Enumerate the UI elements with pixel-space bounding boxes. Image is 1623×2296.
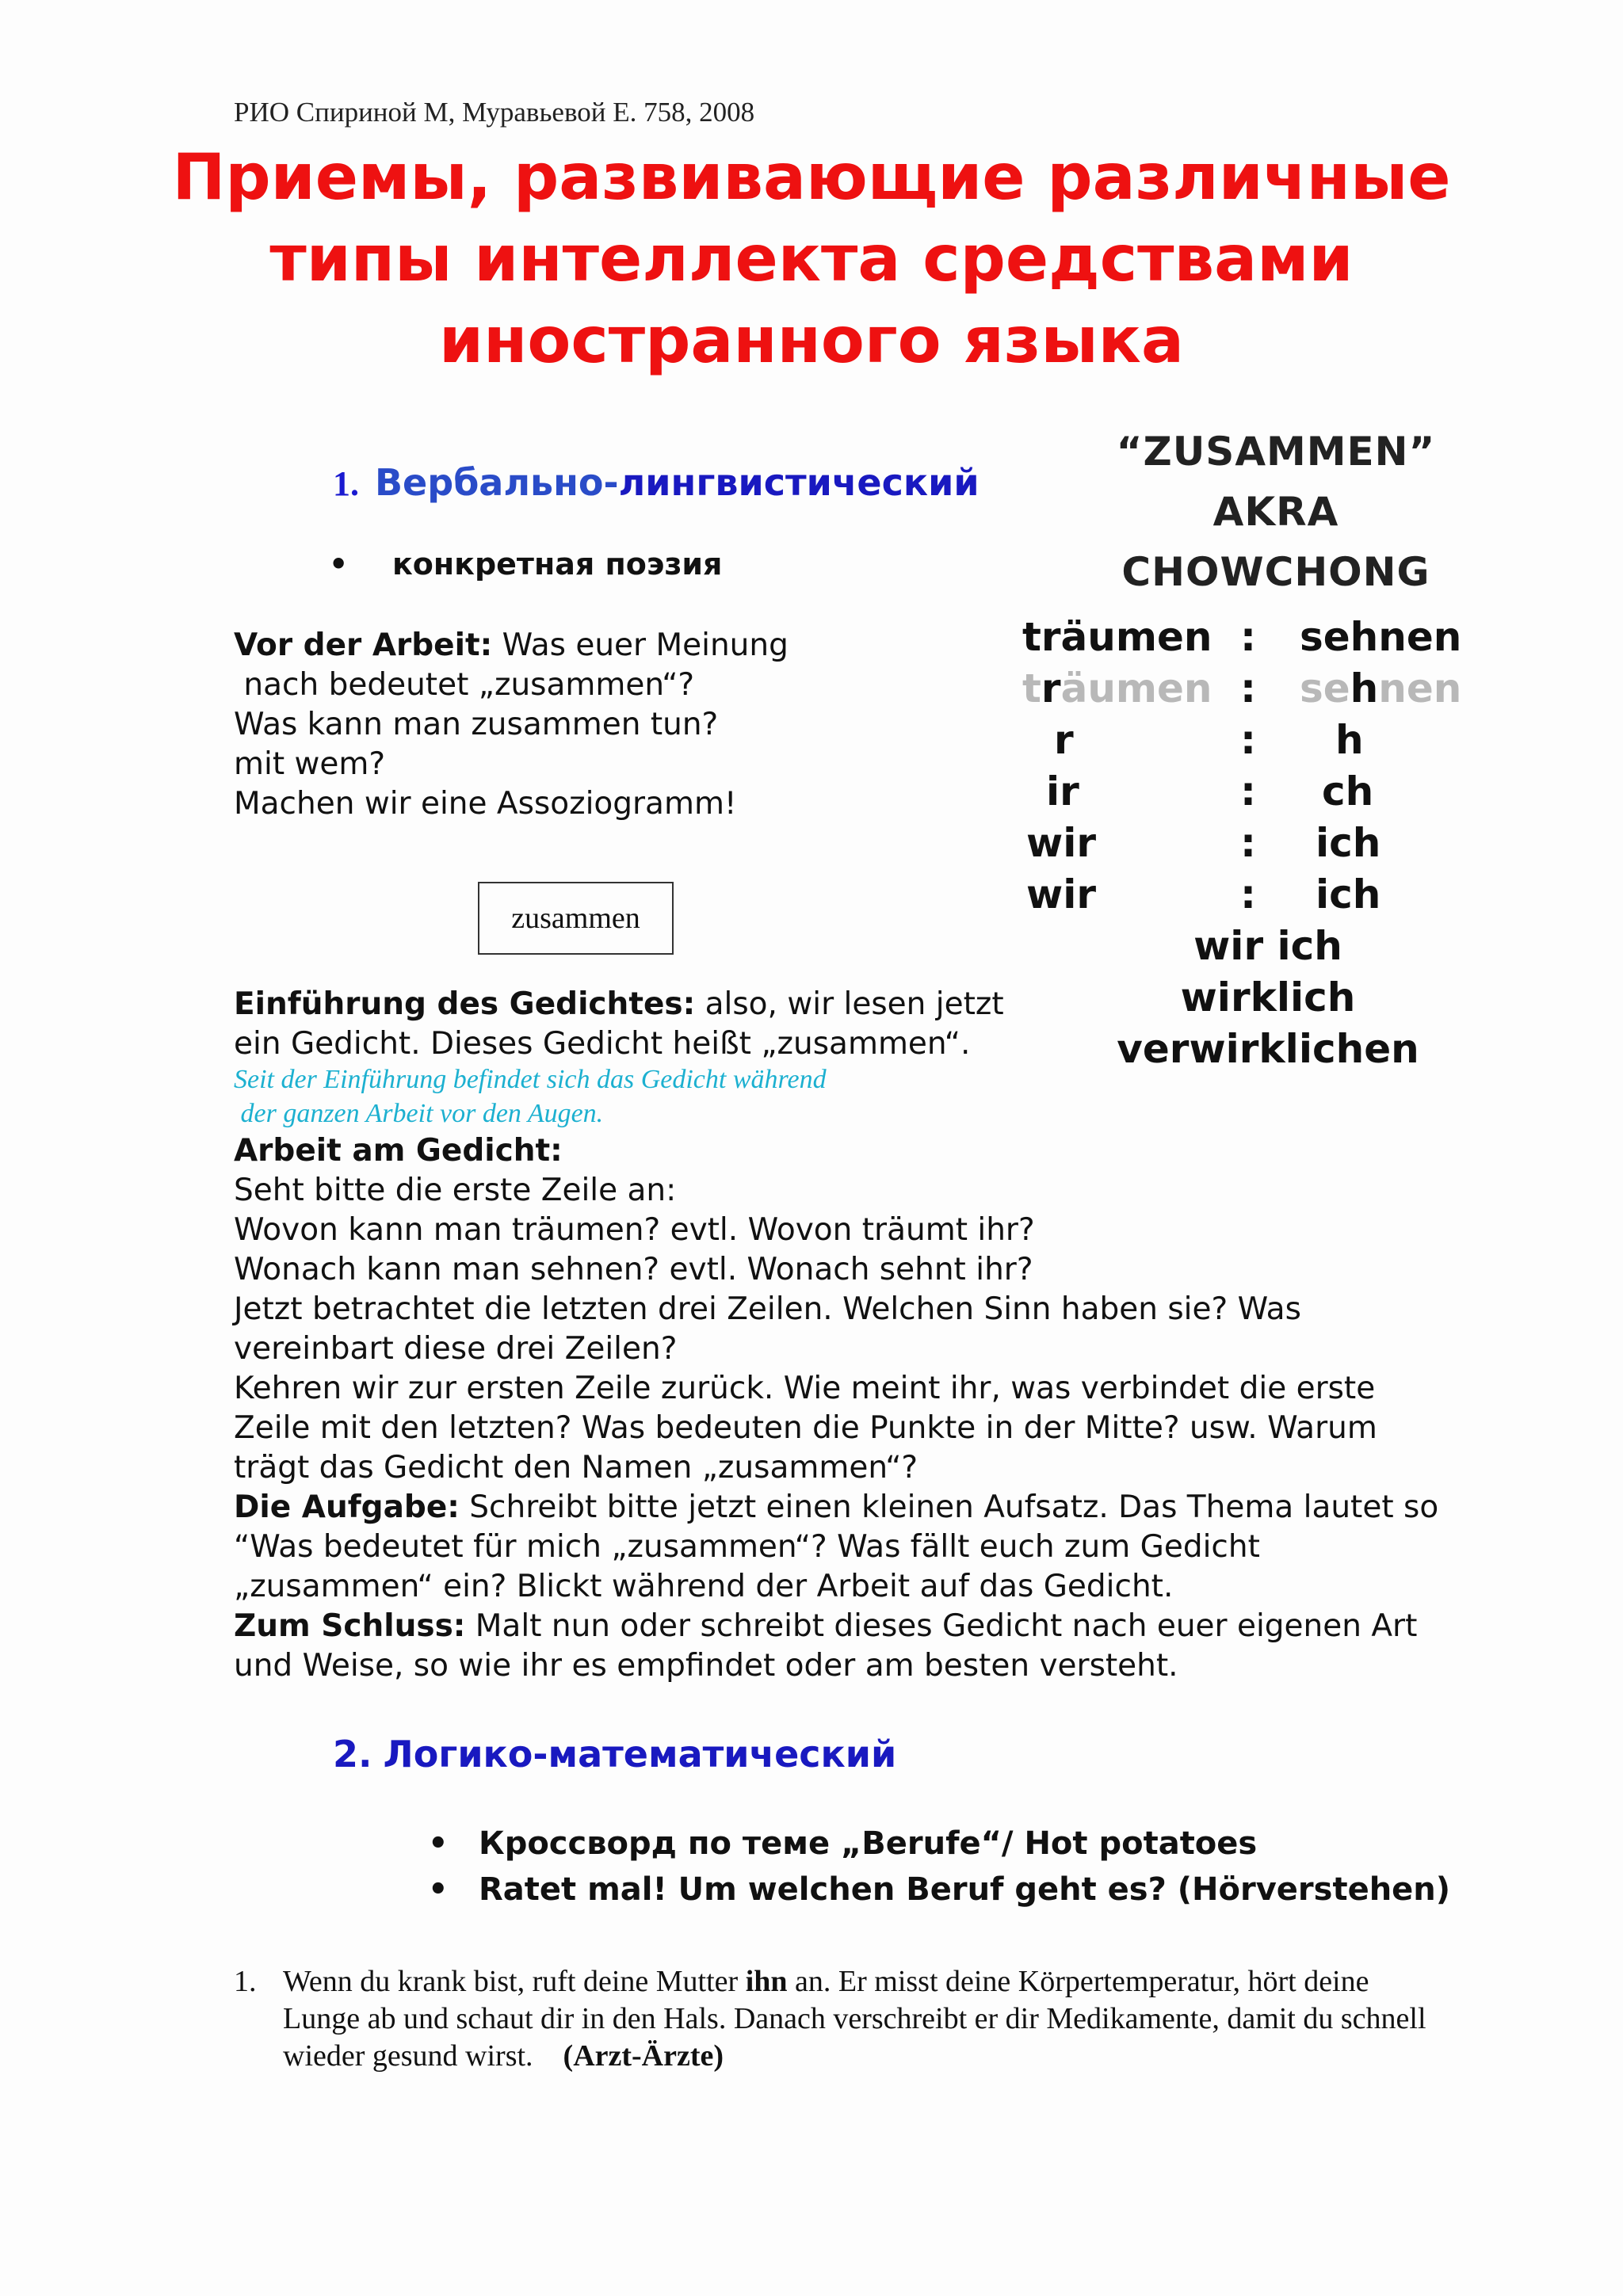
item-line-2: Lunge ab und schaut dir in den Hals. Danach verschreibt er dir Medikamente, damit du schnell [283, 2002, 1426, 2035]
item-line-3: wieder gesund wirst. [283, 2039, 563, 2073]
faded-part: nen [1378, 666, 1462, 711]
zusammen-box: zusammen [478, 882, 674, 955]
vor-line-3: Was kann man zusammen tun? [234, 707, 719, 742]
poem-left-word: wir [1026, 820, 1096, 866]
faded-part: äumen [1060, 666, 1212, 711]
item-text [283, 1963, 1426, 2075]
arbeit-line: Wonach kann man sehnen? evtl. Wonach sehnt ihr? [234, 1252, 1033, 1287]
poem-tail-line: wirklich [1180, 974, 1356, 1020]
section-2-number: 2. [333, 1733, 372, 1775]
arbeit-line: trägt das Gedicht den Namen „zusammen“? [234, 1450, 918, 1486]
bullet-crossword [428, 1825, 1257, 1862]
vor-der-arbeit-paragraph [234, 626, 789, 824]
poem-right-word: h [1335, 717, 1364, 763]
poem-right-word-faded [1300, 666, 1461, 711]
highlight-part: r [1041, 666, 1061, 711]
bullet-concrete-poetry [329, 547, 722, 582]
poem-colon: : [1240, 717, 1256, 763]
faded-part: t [1022, 666, 1041, 711]
poem-left-word: ir [1046, 769, 1079, 814]
arbeit-line: Jetzt betrachtet die letzten drei Zeilen. Welchen Sinn haben sie? Was [234, 1291, 1301, 1327]
section-2-heading [333, 1733, 896, 1775]
item-answer: (Arzt-Ärzte) [563, 2039, 724, 2073]
bullet-ratet-mal [428, 1871, 1450, 1908]
schluss-label: Zum Schluss: [234, 1608, 466, 1644]
bullet-dot-icon: • [428, 1825, 449, 1862]
vor-line-1: Was euer Meinung [502, 627, 789, 663]
aufgabe-label: Die Aufgabe: [234, 1489, 460, 1525]
vor-der-arbeit-label: Vor der Arbeit: [234, 627, 493, 663]
section-1-number: 1. [333, 464, 359, 503]
poem-title-line-1: “ZUSAMMEN” [1116, 429, 1436, 475]
section-2-heading-text: Логико-математический [383, 1733, 897, 1775]
einfuehrung-paragraph [234, 985, 1004, 1064]
item-line-1c: an. Er misst deine Körpertemperatur, hört deine [787, 1965, 1369, 1998]
schluss-line-1: Malt nun oder schreibt dieses Gedicht nach euer eigenen Art [465, 1608, 1418, 1644]
vor-line-5: Machen wir eine Assoziogramm! [234, 786, 737, 822]
highlight-part: h [1350, 666, 1379, 711]
arbeit-line: Zeile mit den letzten? Was bedeuten die Punkte in der Mitte? usw. Warum [234, 1410, 1377, 1446]
vor-line-2: nach bedeutet „zusammen“? [234, 667, 695, 703]
vor-line-4: mit wem? [234, 746, 386, 782]
title-line-3: иностранного языка [439, 303, 1184, 377]
einfuehrung-label: Einführung des Gedichtes: [234, 986, 696, 1022]
poem-left-word: r [1054, 717, 1074, 763]
arbeit-line: Seht bitte die erste Zeile an: [234, 1173, 677, 1208]
arbeit-line: Wovon kann man träumen? evtl. Wovon träumt ihr? [234, 1212, 1035, 1248]
section-1-heading [333, 461, 980, 504]
aufgabe-line-1: Schreibt bitte jetzt einen kleinen Aufsatz. Das Thema lautet so [459, 1489, 1439, 1525]
poem-colon: : [1240, 614, 1256, 660]
poem-title-line-2: AKRA CHOWCHONG [1121, 489, 1430, 595]
item-line-1a: Wenn du krank bist, ruft deine Mutter [283, 1965, 746, 1998]
poem-right-word: ich [1316, 871, 1381, 917]
poem-colon: : [1240, 871, 1256, 917]
poem-left-word: träumen [1022, 614, 1212, 660]
poem-right-word: ch [1322, 769, 1374, 814]
einfuehrung-line-2: ein Gedicht. Dieses Gedicht heißt „zusammen“. [234, 1026, 971, 1062]
header-line: РИО Спириной М, Муравьевой Е. 758, 2008 [234, 97, 755, 128]
arbeit-line: vereinbart diese drei Zeilen? [234, 1331, 678, 1367]
poem-right-word: ich [1316, 820, 1381, 866]
poem-colon: : [1240, 769, 1256, 814]
arbeit-line: Kehren wir zur ersten Zeile zurück. Wie meint ihr, was verbindet die erste [234, 1371, 1376, 1406]
poem-colon: : [1240, 820, 1256, 866]
page-title [0, 136, 1623, 381]
item-number: 1. [234, 1965, 257, 1998]
poem-left-word-faded [1022, 666, 1212, 711]
aufgabe-line-2: “Was bedeutet für mich „zusammen“? Was fällt euch zum Gedicht [234, 1529, 1260, 1565]
poem-colon: : [1240, 666, 1256, 711]
bullet-dot-icon: • [428, 1871, 449, 1908]
note-line-2: der ganzen Arbeit vor den Augen. [234, 1099, 604, 1128]
section-1-heading-part2: лингвистический [618, 461, 980, 504]
arbeit-label: Arbeit am Gedicht: [234, 1133, 563, 1169]
bullet-text: конкретная поэзия [392, 547, 723, 582]
arbeit-paragraph [234, 1131, 1438, 1686]
title-line-1: Приемы, развивающие различные [172, 140, 1451, 214]
poem-right-word: sehnen [1300, 614, 1462, 660]
note-line-1: Seit der Einführung befindet sich das Gedicht während [234, 1065, 827, 1094]
aufgabe-line-3: „zusammen“ ein? Blickt während der Arbeit auf das Gedicht. [234, 1569, 1174, 1604]
poem-title [1054, 421, 1498, 602]
bullet-text: Ratet mal! Um welchen Beruf geht es? (Hörverstehen) [479, 1871, 1451, 1908]
poem-tail-line: verwirklichen [1117, 1026, 1419, 1072]
faded-part: se [1300, 666, 1350, 711]
schluss-line-2: und Weise, so wie ihr es empfindet oder am besten versteht. [234, 1648, 1178, 1684]
bullet-dot-icon: • [329, 547, 349, 582]
bullet-text: Кроссворд по теме „Berufe“/ Hot potatoes [479, 1825, 1258, 1862]
poem-tail-line: wir ich [1193, 923, 1342, 969]
item-line-1b: ihn [745, 1965, 788, 1998]
italic-note [234, 1062, 827, 1131]
poem-left-word: wir [1026, 871, 1096, 917]
einfuehrung-line-1: also, wir lesen jetzt [695, 986, 1004, 1022]
section-1-heading-part1: Вербально- [375, 461, 619, 504]
title-line-2: типы интеллекта средствами [269, 222, 1354, 296]
